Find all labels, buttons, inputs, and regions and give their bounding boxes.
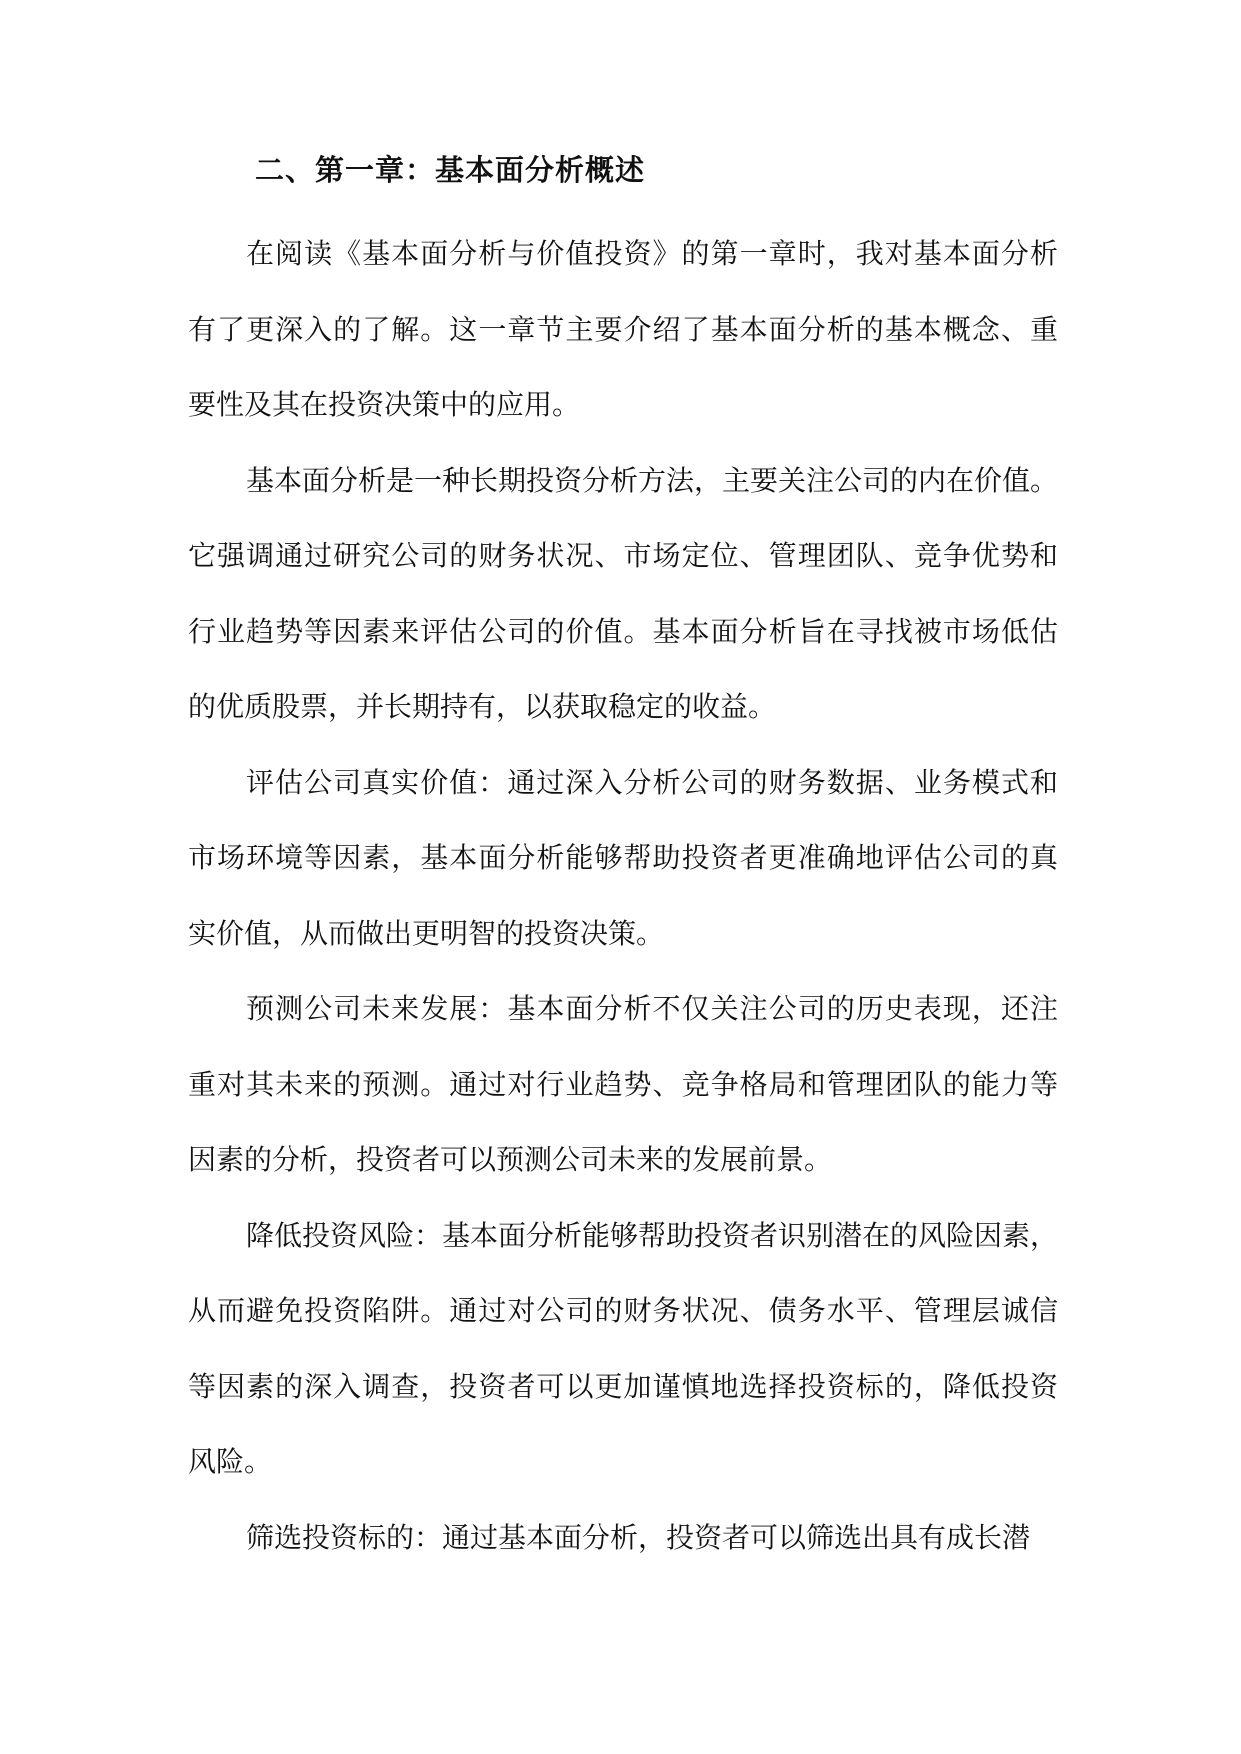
paragraph-4-line-2: 重对其未来的预测。通过对行业趋势、竞争格局和管理团队的能力等: [188, 1067, 1058, 1101]
paragraph-3-line-3: 实价值，从而做出更明智的投资决策。: [188, 916, 665, 950]
paragraph-4-line-1: 预测公司未来发展：基本面分析不仅关注公司的历史表现，还注: [246, 992, 1058, 1025]
paragraph-3-line-1: 评估公司真实价值：通过深入分析公司的财务数据、业务模式和: [246, 765, 1058, 799]
paragraph-6-line-1: 筛选投资标的：通过基本面分析，投资者可以筛选出具有成长潜: [246, 1520, 1031, 1554]
paragraph-3-line-2: 市场环境等因素，基本面分析能够帮助投资者更准确地评估公司的真: [188, 841, 1058, 874]
paragraph-5-line-1: 降低投资风险：基本面分析能够帮助投资者识别潜在的风险因素，: [246, 1218, 1059, 1252]
paragraph-5-line-2: 从而避免投资陷阱。通过对公司的财务状况、债务水平、管理层诚信: [188, 1294, 1058, 1327]
paragraph-2-line-3: 行业趋势等因素来评估公司的价值。基本面分析旨在寻找被市场低估: [188, 614, 1058, 648]
paragraph-1-line-1: 在阅读《基本面分析与价值投资》的第一章时，我对基本面分析: [246, 237, 1058, 270]
paragraph-1-line-3: 要性及其在投资决策中的应用。: [188, 388, 581, 421]
paragraph-4-line-3: 因素的分析，投资者可以预测公司未来的发展前景。: [188, 1143, 833, 1176]
chapter-heading: 二、第一章：基本面分析概述: [255, 153, 646, 187]
paragraph-2-line-4: 的优质股票，并长期持有，以获取稳定的收益。: [188, 690, 777, 723]
paragraph-5-line-3: 等因素的深入调查，投资者可以更加谨慎地选择投资标的，降低投资: [188, 1369, 1058, 1403]
body-text: [188, 234, 1058, 1593]
paragraph-2-line-1: 基本面分析是一种长期投资分析方法，主要关注公司的内在价值。: [246, 463, 1059, 497]
paragraph-5-line-4: 风险。: [188, 1445, 273, 1478]
paragraph-2-line-2: 它强调通过研究公司的财务状况、市场定位、管理团队、竞争优势和: [188, 539, 1058, 572]
paragraph-1-line-2: 有了更深入的了解。这一章节主要介绍了基本面分析的基本概念、重: [188, 312, 1058, 346]
